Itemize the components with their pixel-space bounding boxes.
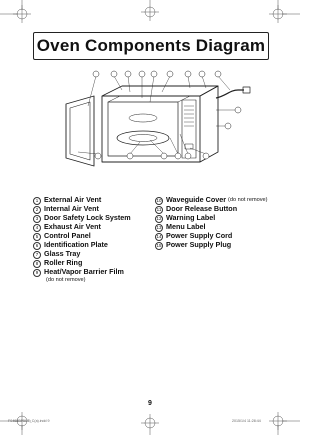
footer-file-info: F0403BP5UT_C(a).indd 9	[8, 419, 50, 423]
legend-label: Waveguide Cover	[166, 195, 227, 204]
legend-number: 6	[33, 242, 41, 250]
legend-label: Door Release Button	[166, 204, 238, 213]
legend-number: 10	[156, 198, 162, 203]
legend-sublabel: (do not remove)	[46, 277, 86, 283]
legend-label: Door Safety Lock System	[44, 213, 131, 222]
oven-cavity	[108, 102, 178, 156]
legend-label: Warning Label	[166, 213, 216, 222]
legend-item	[155, 241, 268, 250]
legend-label: Roller Ring	[44, 258, 83, 267]
legend-number: 14	[156, 234, 162, 239]
legend-number: 11	[156, 207, 162, 212]
legend-number: 4	[33, 224, 41, 232]
legend-label: Glass Tray	[44, 249, 81, 258]
legend-item	[33, 268, 131, 277]
page-number: 9	[148, 400, 152, 407]
glass-tray	[117, 131, 169, 145]
legend-label: Power Supply Cord	[166, 231, 233, 240]
legend-number: 9	[33, 269, 41, 277]
legend-number: 5	[33, 233, 41, 241]
power-cord	[216, 90, 244, 98]
oven-diagram	[30, 62, 270, 174]
footer-timestamp: 2015/1/4 11:28:44	[232, 419, 261, 423]
legend-label: Exhaust Air Vent	[44, 222, 101, 231]
roller-ring	[129, 135, 157, 142]
legend-number: 13	[156, 225, 162, 230]
power-plug	[243, 87, 250, 93]
legend-number: 1	[33, 197, 41, 205]
legend-left	[33, 196, 131, 284]
legend-number: 8	[33, 260, 41, 268]
legend-label: Power Supply Plug	[166, 240, 232, 249]
legend-number: 12	[156, 216, 162, 221]
legend-note: (do not remove)	[228, 197, 268, 203]
legend-label: Identification Plate	[44, 240, 108, 249]
legend-label: Internal Air Vent	[44, 204, 99, 213]
oven-body	[102, 86, 218, 96]
legend-number: 7	[33, 251, 41, 259]
page-title: Oven Components Diagram	[33, 32, 269, 60]
legend-label: External Air Vent	[44, 195, 102, 204]
legend-number: 15	[156, 243, 162, 248]
legend-right	[155, 196, 268, 250]
legend-label: Control Panel	[44, 231, 91, 240]
legend-number: 3	[33, 215, 41, 223]
legend-number: 2	[33, 206, 41, 214]
legend-label: Menu Label	[166, 222, 206, 231]
legend-label: Heat/Vapor Barrier Film	[44, 267, 124, 276]
